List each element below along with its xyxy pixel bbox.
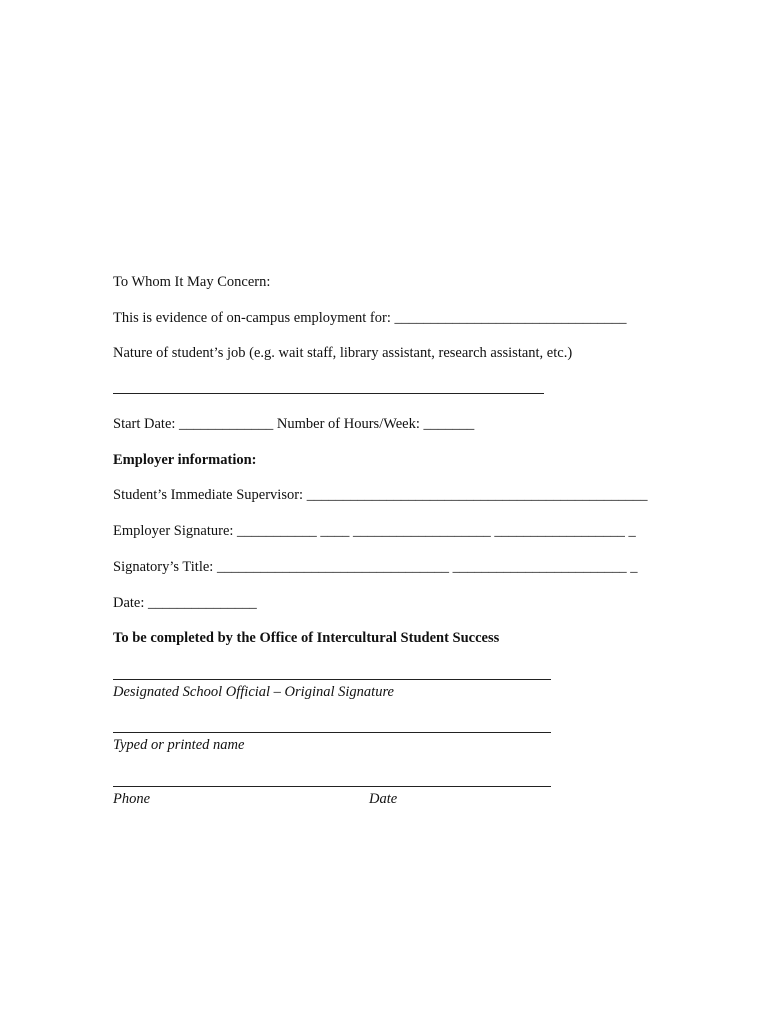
office-heading: To be completed by the Office of Intercultural Student Success	[113, 630, 500, 646]
start-date-hours-line: Start Date: _____________ Number of Hours/Week: _______	[113, 416, 475, 432]
printed-name-rule	[113, 732, 551, 733]
job-nature-blank-line	[113, 393, 544, 394]
signatory-title-line: Signatory’s Title: ________________________________ ________________________ _	[113, 559, 638, 575]
employer-signature-line: Employer Signature: ___________ ____ ___________________ __________________ _	[113, 523, 636, 539]
employment-evidence-line: This is evidence of on-campus employment for: ________________________________	[113, 310, 627, 326]
phone-date-rule	[113, 786, 551, 787]
printed-name-label: Typed or printed name	[113, 737, 245, 753]
dso-signature-label: Designated School Official – Original Signature	[113, 684, 394, 700]
phone-label: Phone	[113, 791, 151, 807]
employer-info-heading: Employer information:	[113, 452, 257, 468]
employer-date-line: Date: _______________	[113, 595, 257, 611]
salutation: To Whom It May Concern:	[113, 274, 271, 290]
job-nature-line: Nature of student’s job (e.g. wait staff, library assistant, research assistant, etc.)	[113, 345, 573, 361]
dso-signature-rule	[113, 679, 551, 680]
date-label: Date	[369, 791, 398, 807]
supervisor-line: Student’s Immediate Supervisor: _______________________________________________	[113, 487, 648, 503]
